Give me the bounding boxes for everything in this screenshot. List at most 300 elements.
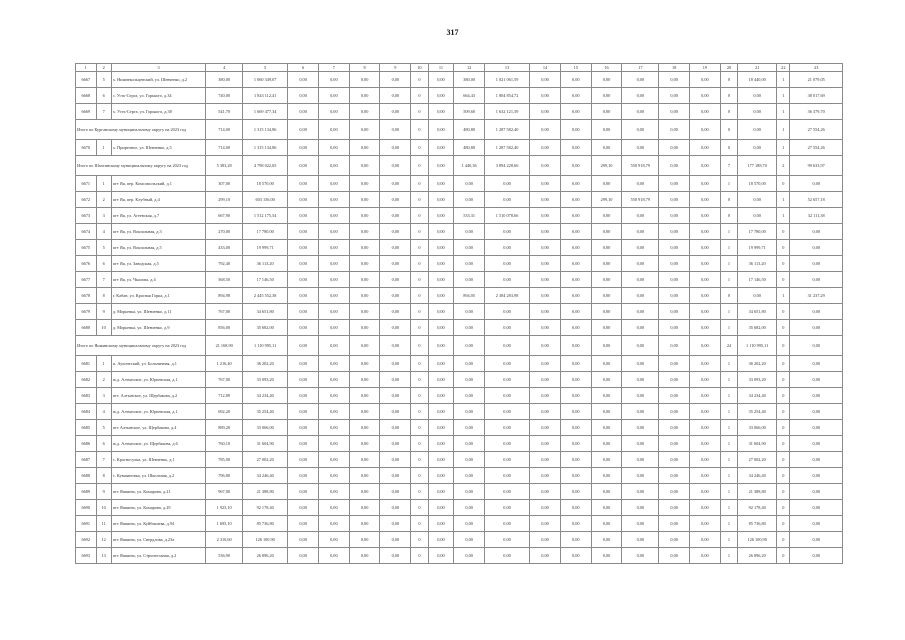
table-body [76,64,843,564]
value-cell: 0,00 [690,532,721,548]
value-cell: 0,00 [530,104,561,120]
value-cell: 0,00 [738,192,777,208]
value-cell: 0,00 [349,176,380,192]
row-index-cell: 3 [96,208,111,224]
value-cell: 0,00 [530,420,561,436]
row-index-cell: 1 [96,176,111,192]
value-cell: 0,00 [454,192,485,208]
value-cell: 0,00 [288,404,319,420]
value-cell: 0,00 [591,104,622,120]
value-cell: 0,00 [485,548,530,564]
row-index-cell: 8 [96,468,111,484]
value-cell: 0,00 [288,436,319,452]
value-cell: 0,00 [485,420,530,436]
value-cell: 0,00 [380,436,411,452]
value-cell: 0,00 [380,516,411,532]
value-cell: 299,10 [206,192,243,208]
value-cell: 0 [411,192,428,208]
value-cell: 0 [411,500,428,516]
value-cell: 0,00 [560,240,591,256]
value-cell: 1 440,36 [454,156,485,176]
table-row [76,320,843,336]
value-cell: 0,00 [485,452,530,468]
value-cell: 1 [777,208,790,224]
value-cell: 0,00 [790,176,843,192]
row-index-cell: 1 [96,356,111,372]
value-cell: 0,00 [288,452,319,468]
value-cell: 0,00 [530,240,561,256]
value-cell: 1 [777,192,790,208]
value-cell: 0,00 [690,272,721,288]
value-cell: 1 [777,120,790,140]
value-cell: 0,00 [288,532,319,548]
value-cell: 1 [777,288,790,304]
value-cell: 0,00 [318,420,349,436]
value-cell: 0,00 [560,320,591,336]
value-cell: 0,00 [349,192,380,208]
value-cell: 0,00 [428,548,454,564]
value-cell: 0,00 [349,452,380,468]
value-cell: 7 [720,156,737,176]
value-cell: 0,00 [428,336,454,356]
value-cell: 0,00 [530,500,561,516]
value-cell: 1 315 134,86 [243,120,288,140]
value-cell: 1 [777,72,790,88]
row-id-cell: 6668 [76,88,97,104]
value-cell: 0,00 [288,548,319,564]
value-cell: 1 [720,388,737,404]
value-cell: 0,00 [349,548,380,564]
value-cell: 0,00 [318,140,349,156]
value-cell: 0 [411,72,428,88]
subtotal-label: Итого по Яшкинскому муниципальному округу на 2023 год [76,336,206,356]
value-cell: 0,00 [428,256,454,272]
value-cell: 0,00 [454,452,485,468]
value-cell: 0 [777,452,790,468]
value-cell: 0,00 [659,72,690,88]
value-cell: 0,00 [454,176,485,192]
value-cell: 0,00 [659,304,690,320]
value-cell: 0,00 [560,256,591,272]
value-cell: 0,00 [530,468,561,484]
value-cell: 1 [777,88,790,104]
value-cell: 1 632 121,39 [485,104,530,120]
column-number-cell: 19 [690,64,721,72]
row-id-cell: 6676 [76,256,97,272]
address-cell: ж.д. Алтынское, ул. Щербакова, д.6 [111,436,205,452]
column-number-cell: 7 [318,64,349,72]
value-cell: 0,00 [591,468,622,484]
value-cell: 0,00 [485,256,530,272]
value-cell: 0,00 [659,156,690,176]
value-cell: 126 100,90 [738,532,777,548]
value-cell: 0,00 [454,516,485,532]
value-cell: 0,00 [530,272,561,288]
value-cell: 0,00 [530,388,561,404]
column-number-cell: 8 [349,64,380,72]
value-cell: 0,00 [622,356,659,372]
value-cell: 0,00 [560,388,591,404]
value-cell: 36 113,20 [243,256,288,272]
value-cell: 0,00 [485,532,530,548]
row-id-cell: 6691 [76,516,97,532]
value-cell: 894,98 [206,288,243,304]
value-cell: 967,00 [206,484,243,500]
table-row [76,516,843,532]
value-cell: 0,00 [622,240,659,256]
address-cell: пгт Яя, пер. Клубный, д.4 [111,192,205,208]
value-cell: 0,00 [318,156,349,176]
value-cell: 0,00 [530,288,561,304]
value-cell: 85 736,80 [738,516,777,532]
value-cell: 0,00 [690,192,721,208]
value-cell: 0,00 [318,288,349,304]
value-cell: 0,00 [560,404,591,420]
value-cell: 36 202,20 [738,356,777,372]
value-cell: 0,00 [690,404,721,420]
value-cell: 1 [720,356,737,372]
value-cell: 0,00 [530,532,561,548]
value-cell: 0,00 [690,208,721,224]
value-cell: 0,00 [591,452,622,468]
value-cell: 0,00 [288,356,319,372]
value-cell: 0,00 [591,176,622,192]
value-cell: 0,00 [428,372,454,388]
value-cell: 31 604,90 [243,436,288,452]
row-id-cell: 6686 [76,436,97,452]
row-index-cell: 7 [96,272,111,288]
value-cell: 0,00 [591,208,622,224]
table-row [76,256,843,272]
address-cell: г. Кабан, ул. Красная Горка, д.1 [111,288,205,304]
value-cell: 21 388,80 [243,484,288,500]
column-number-cell: 3 [111,64,205,72]
value-cell: 1 [720,436,737,452]
value-cell: 0,00 [659,500,690,516]
value-cell: 0,00 [485,372,530,388]
value-cell: 0 [777,224,790,240]
value-cell: 0,00 [622,516,659,532]
value-cell: 894,05 [454,288,485,304]
value-cell: 0,00 [428,288,454,304]
address-cell: пгт Яя, ул. Агеевская, д.7 [111,208,205,224]
value-cell: 1 110 995,11 [243,336,288,356]
value-cell: 0,00 [318,484,349,500]
value-cell: 0,00 [790,224,843,240]
value-cell: 0,00 [380,336,411,356]
value-cell: 0,00 [622,88,659,104]
value-cell: 0,00 [380,484,411,500]
row-index-cell: 5 [96,72,111,88]
value-cell: 0,00 [349,72,380,88]
value-cell: 1 843 112,41 [243,88,288,104]
value-cell: 0,00 [454,388,485,404]
value-cell: 0,00 [288,208,319,224]
row-id-cell: 6682 [76,372,97,388]
table-row [76,272,843,288]
value-cell: 0,00 [690,320,721,336]
row-id-cell: 6671 [76,176,97,192]
value-cell: 0,00 [790,532,843,548]
value-cell: 0 [777,468,790,484]
value-cell: 1 216,40 [206,356,243,372]
value-cell: 0,00 [454,240,485,256]
value-cell: 0,00 [560,468,591,484]
value-cell: 0,00 [349,140,380,156]
row-index-cell: 1 [96,140,111,156]
table-row [76,388,843,404]
value-cell: 0,00 [560,156,591,176]
value-cell: 126 100,90 [243,532,288,548]
value-cell: 0 [411,484,428,500]
value-cell: 0,00 [349,356,380,372]
value-cell: 0,00 [380,468,411,484]
value-cell: 0,00 [428,156,454,176]
value-cell: 18 570,00 [243,176,288,192]
value-cell: 1 695,10 [206,516,243,532]
value-cell: 0,00 [560,104,591,120]
value-cell: 0,00 [659,240,690,256]
value-cell: 0,00 [288,288,319,304]
subtotal-label: Итого по Курганскому муниципальному округу на 2023 год [76,120,206,140]
address-cell: пгт Яшкино, ул. Комарова, д.21 [111,484,205,500]
table-row [76,140,843,156]
row-index-cell: 13 [96,548,111,564]
value-cell: 0 [411,420,428,436]
table-row [76,104,843,120]
value-cell: 0,00 [318,436,349,452]
value-cell: 0,00 [349,224,380,240]
value-cell: 0,00 [591,500,622,516]
value-cell: 0 [411,516,428,532]
value-cell: 0,00 [690,256,721,272]
row-index-cell: 2 [96,192,111,208]
value-cell: 34 651,80 [738,304,777,320]
value-cell: 0,00 [454,484,485,500]
table-row [76,468,843,484]
value-cell: 0,00 [591,548,622,564]
value-cell: 0,00 [380,388,411,404]
value-cell: 0,00 [530,548,561,564]
value-cell: 0,00 [591,420,622,436]
value-cell: 35 254,40 [738,404,777,420]
value-cell: 0,00 [454,468,485,484]
value-cell: 1 [720,468,737,484]
address-cell: х. Усть-Серга, ул. Горького, д.38 [111,104,205,120]
value-cell: 0,00 [622,272,659,288]
value-cell: 0,00 [485,388,530,404]
value-cell: 0,00 [318,388,349,404]
value-cell: 0,00 [485,356,530,372]
value-cell: 0,00 [380,88,411,104]
subtotal-row [76,336,843,356]
row-id-cell: 6693 [76,548,97,564]
value-cell: 1 [720,240,737,256]
value-cell: 0,00 [318,88,349,104]
table-row [76,436,843,452]
value-cell: 856,00 [206,320,243,336]
value-cell: 0,00 [349,240,380,256]
value-cell: 0,00 [622,304,659,320]
value-cell: 0,00 [318,272,349,288]
value-cell: 0,00 [659,256,690,272]
value-cell: 0,00 [591,372,622,388]
value-cell: 1 [720,372,737,388]
value-cell: 0,00 [380,452,411,468]
value-cell: 0,00 [530,72,561,88]
value-cell: 0,00 [288,256,319,272]
address-cell: пгт Яшкино, ул. Строительная, д.2 [111,548,205,564]
value-cell: 52 657,18 [790,192,843,208]
value-cell: 0,00 [380,140,411,156]
value-cell: 0,00 [349,304,380,320]
value-cell: 1 060 349,07 [243,72,288,88]
address-cell: пгт Алтынское, ул. Щербакова, д.4 [111,420,205,436]
row-id-cell: 6675 [76,240,97,256]
value-cell: 0,00 [428,532,454,548]
value-cell: 0,00 [622,372,659,388]
value-cell: 0 [777,404,790,420]
value-cell: 0,00 [659,192,690,208]
value-cell: 0,00 [622,140,659,156]
value-cell: 480,80 [454,120,485,140]
value-cell: 0,00 [790,404,843,420]
table-row [76,88,843,104]
value-cell: 0,00 [659,356,690,372]
value-cell: 1 [720,420,737,436]
value-cell: 0,00 [380,104,411,120]
value-cell: 0,00 [428,224,454,240]
value-cell: 0,00 [288,420,319,436]
value-cell: 17 146,50 [738,272,777,288]
value-cell: 0,00 [485,224,530,240]
value-cell: 0,00 [318,404,349,420]
value-cell: 603 156,00 [243,192,288,208]
value-cell: 0 [777,256,790,272]
value-cell: 0,00 [790,548,843,564]
value-cell: 0 [777,548,790,564]
value-cell: 32 111,38 [790,208,843,224]
value-cell: 0,00 [288,500,319,516]
value-cell: 27 002,20 [738,452,777,468]
value-cell: 480,80 [454,140,485,156]
value-cell: 17 780,00 [243,224,288,240]
value-cell: 0,00 [318,104,349,120]
value-cell: 0,00 [288,72,319,88]
value-cell: 99 633,97 [790,156,843,176]
value-cell: 0 [720,140,737,156]
value-cell: 0,00 [790,468,843,484]
value-cell: 0,00 [530,372,561,388]
value-cell: 0,00 [659,516,690,532]
address-cell: пгт Яшкино, ул. Свердлова, д.23а [111,532,205,548]
value-cell: 0,00 [790,452,843,468]
value-cell: 0,00 [530,404,561,420]
value-cell: 0,00 [349,272,380,288]
value-cell: 0,00 [349,372,380,388]
value-cell: 0,00 [349,156,380,176]
value-cell: 0 [411,548,428,564]
value-cell: 0,00 [560,356,591,372]
value-cell: 667,90 [206,208,243,224]
value-cell: 0,00 [318,468,349,484]
value-cell: 1 669 477,34 [243,104,288,120]
value-cell: 0,00 [530,208,561,224]
value-cell: 0,00 [560,224,591,240]
value-cell: 0,00 [485,516,530,532]
value-cell: 0 [777,272,790,288]
value-cell: 0,00 [380,192,411,208]
value-cell: 0,00 [690,104,721,120]
table-row [76,500,843,516]
value-cell: 0,00 [428,192,454,208]
address-cell: д. Морьевка, ул. Шевченко, д.11 [111,304,205,320]
value-cell: 0,00 [380,320,411,336]
value-cell: 0,00 [790,484,843,500]
value-cell: 1 [720,452,737,468]
table-row [76,224,843,240]
value-cell: 0,00 [318,224,349,240]
table-row [76,304,843,320]
value-cell: 0 [411,156,428,176]
value-cell: 0,00 [318,192,349,208]
column-number-cell: 11 [428,64,454,72]
row-id-cell: 6684 [76,404,97,420]
row-id-cell: 6681 [76,356,97,372]
value-cell: 0,00 [591,288,622,304]
value-cell: 0,00 [380,176,411,192]
value-cell: 21 168,90 [206,336,243,356]
value-cell: 0,00 [591,304,622,320]
value-cell: 0,00 [622,72,659,88]
value-cell: 0,00 [318,304,349,320]
value-cell: 0,00 [622,388,659,404]
value-cell: 0,00 [738,88,777,104]
column-number-cell: 22 [777,64,790,72]
value-cell: 0,00 [659,388,690,404]
value-cell: 0,00 [690,500,721,516]
value-cell: 0,00 [591,240,622,256]
value-cell: 692,20 [206,404,243,420]
value-cell: 0,00 [380,420,411,436]
value-cell: 0,00 [622,436,659,452]
value-cell: 0,00 [428,356,454,372]
value-cell: 0,00 [560,272,591,288]
value-cell: 18 440,00 [738,72,777,88]
value-cell: 0,00 [288,304,319,320]
value-cell: 0,00 [318,256,349,272]
value-cell: 0,00 [318,336,349,356]
value-cell: 536,90 [206,548,243,564]
value-cell: 92 178,40 [738,500,777,516]
value-cell: 0 [720,192,737,208]
address-cell: ж.д. Алтынское, ул. Юрьевская, д.1 [111,372,205,388]
value-cell: 0,00 [591,224,622,240]
value-cell: 0,00 [591,72,622,88]
value-cell: 1 [720,256,737,272]
value-cell: 0,00 [622,336,659,356]
value-cell: 0,00 [454,372,485,388]
value-cell: 0 [720,72,737,88]
value-cell: 0,00 [485,240,530,256]
value-cell: 0 [777,240,790,256]
address-cell: с. Кувшиновка, ул. Школьная, д.2 [111,468,205,484]
row-index-cell: 11 [96,516,111,532]
value-cell: 0,00 [560,452,591,468]
value-cell: 712,89 [206,388,243,404]
value-cell: 27 554,26 [790,140,843,156]
value-cell: 0,00 [560,88,591,104]
